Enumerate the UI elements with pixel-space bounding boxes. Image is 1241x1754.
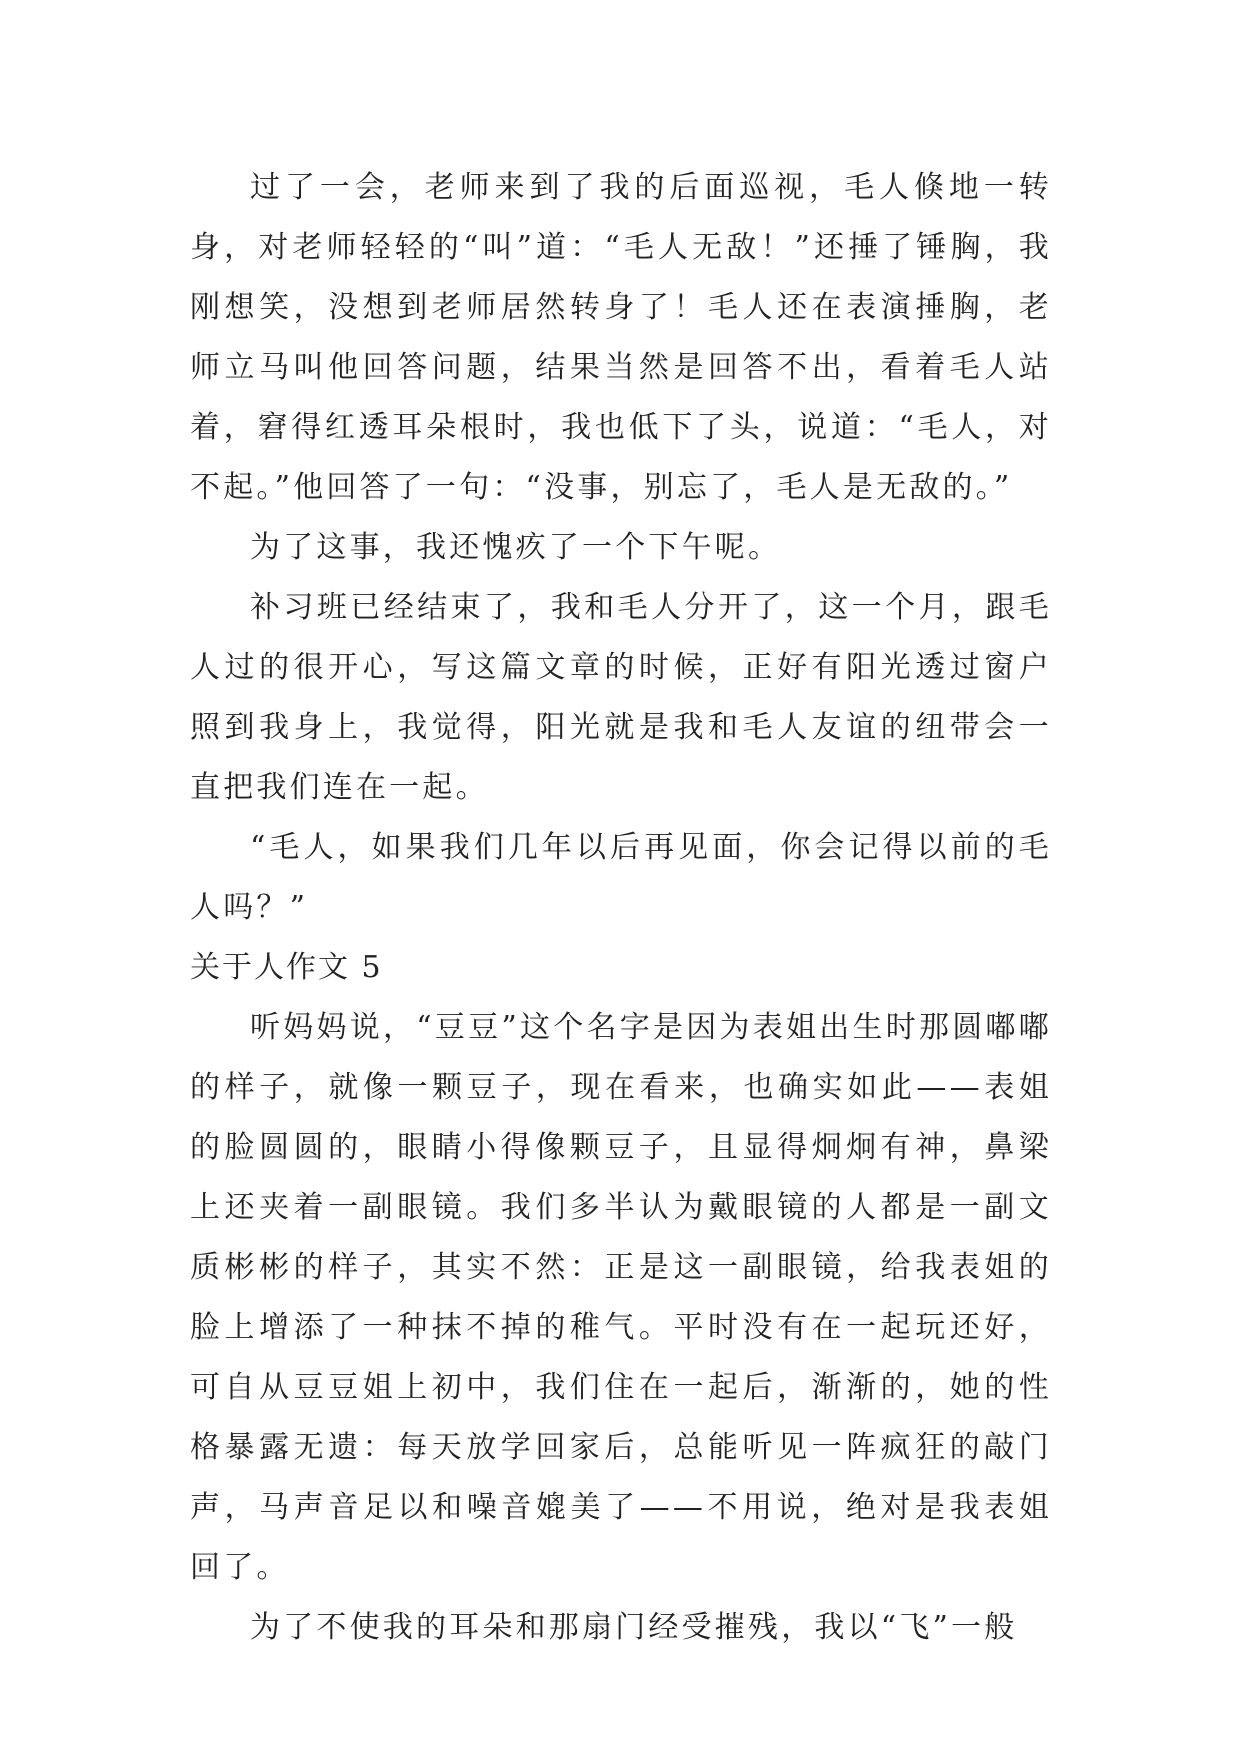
paragraph: 过了一会，老师来到了我的后面巡视，毛人倏地一转身，对老师轻轻的“叫”道：“毛人无敌！”还捶了锤胸，我刚想笑，没想到老师居然转身了！毛人还在表演捶胸，老师立马叫他回答问题，结果当然是回答不出，看着毛人站着，窘得红透耳朵根时，我也低下了头，说道：“毛人，对不起。”他回答了一句：“没事，别忘了，毛人是无敌的。”: [190, 170, 1052, 505]
paragraph: 为了不使我的耳朵和那扇门经受摧残，我以“飞”一般: [250, 1610, 1018, 1645]
paragraph: 补习班已经结束了，我和毛人分开了，这一个月，跟毛人过的很开心，写这篇文章的时候，正好有阳光透过窗户照到我身上，我觉得，阳光就是我和毛人友谊的纽带会一直把我们连在一起。: [190, 590, 1052, 805]
document-body: [190, 158, 1052, 1658]
paragraph: 听妈妈说，“豆豆”这个名字是因为表姐出生时那圆嘟嘟的样子，就像一颗豆子，现在看来，也确实如此——表姐的脸圆圆的，眼睛小得像颗豆子，且显得炯炯有神，鼻梁上还夹着一副眼镜。我们多半认为戴眼镜的人都是一副文质彬彬的样子，其实不然：正是这一副眼镜，给我表姐的脸上增添了一种抹不掉的稚气。平时没有在一起玩还好，可自从豆豆姐上初中，我们住在一起后，渐渐的，她的性格暴露无遗：每天放学回家后，总能听见一阵疯狂的敲门声，马声音足以和噪音媲美了——不用说，绝对是我表姐回了。: [190, 1010, 1052, 1585]
paragraph: “毛人，如果我们几年以后再见面，你会记得以前的毛人吗？”: [190, 830, 1052, 925]
section-heading: 关于人作文 5: [190, 950, 383, 985]
paragraph: 为了这事，我还愧疚了一个下午呢。: [250, 530, 782, 565]
